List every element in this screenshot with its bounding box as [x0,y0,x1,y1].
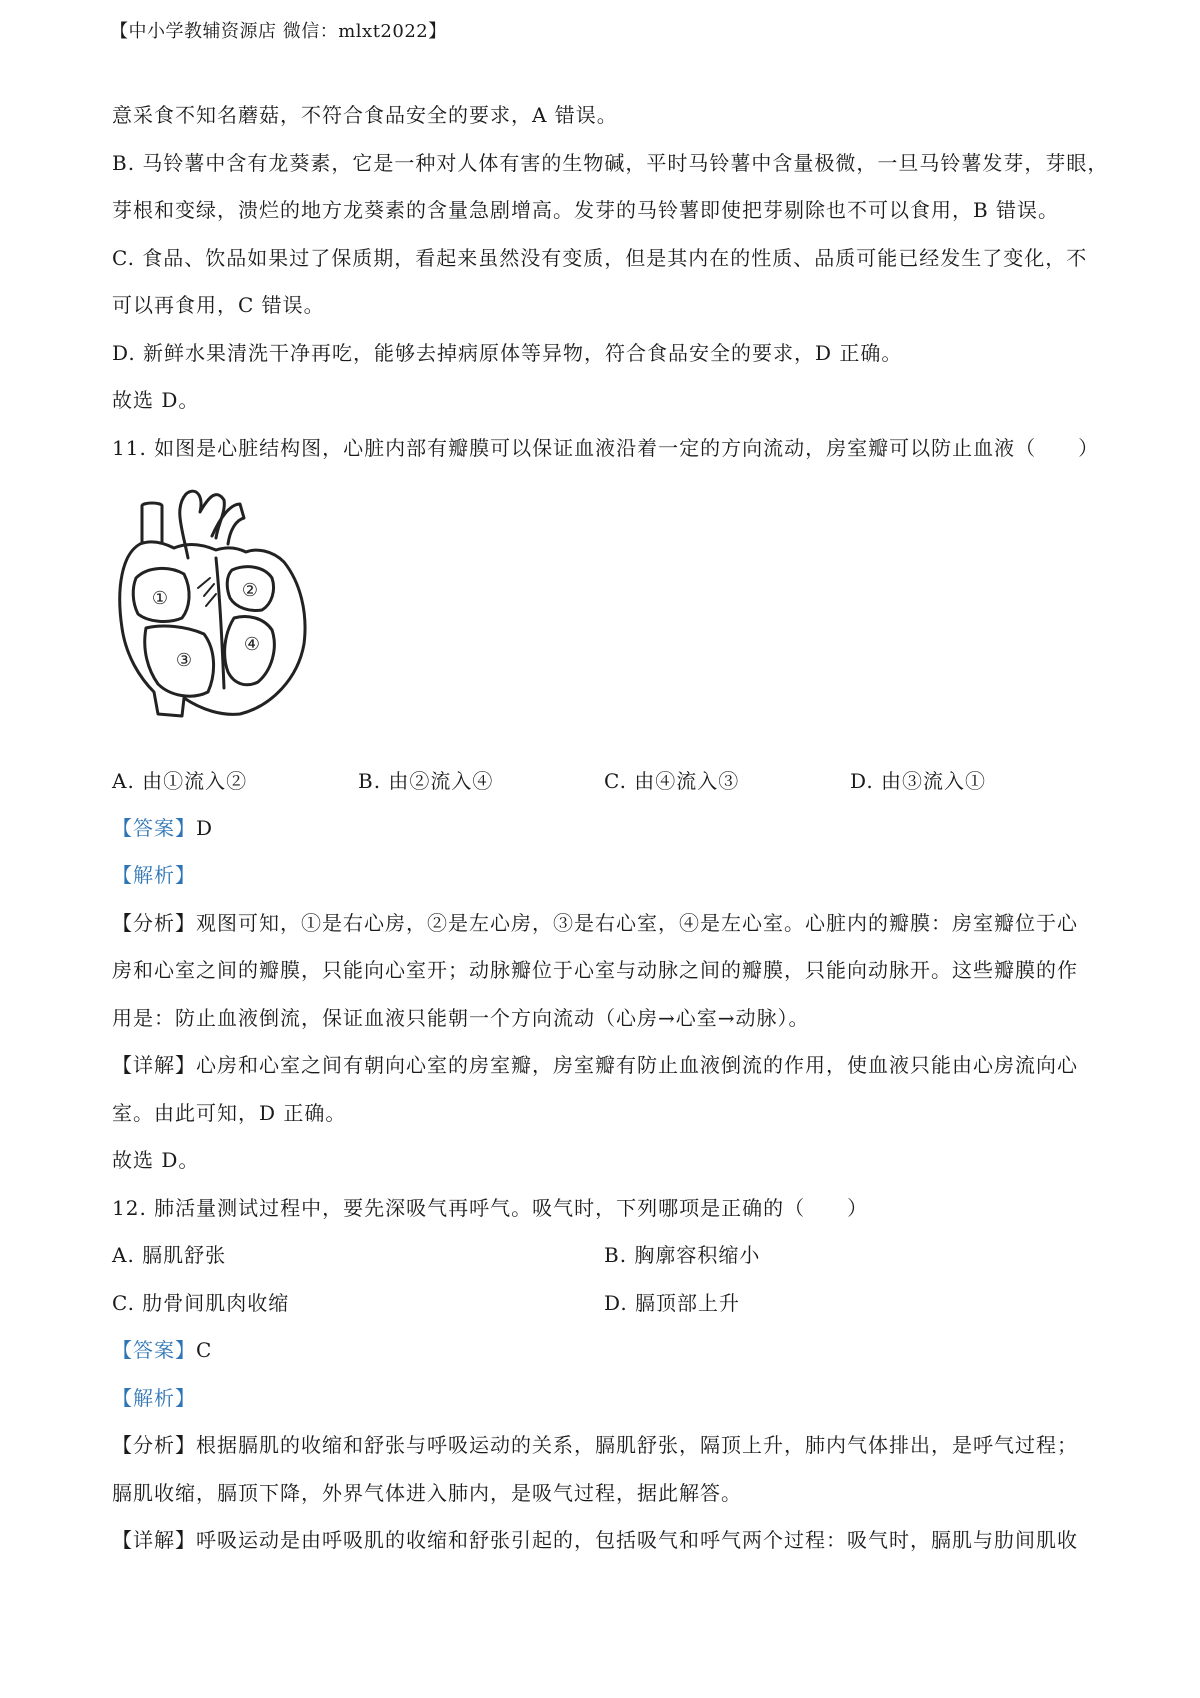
q11-option-a: A. 由①流入② [112,769,248,793]
q11-xiangjie-line: 室。由此可知，D 正确。 [112,1101,347,1125]
page-header: 【中小学教辅资源店 微信：mlxt2022】 [110,21,447,42]
analysis-tag: 【解析】 [112,1386,196,1410]
fenxi-text: 观图可知，①是右心房，②是左心房，③是右心室，④是左心室。心脏内的瓣膜：房室瓣位于心 [196,911,1078,935]
q11-xiangjie-line [112,1051,1078,1079]
q10-conclusion: 故选 D。 [112,388,200,412]
q12-fenxi-line: 膈肌收缩，膈顶下降，外界气体进入肺内，是吸气过程，据此解答。 [112,1481,742,1505]
analysis-tag: 【解析】 [112,863,196,887]
q12-fenxi-line [112,1431,1078,1459]
q10-text-line: D. 新鲜水果清洗干净再吃，能够去掉病原体等异物，符合食品安全的要求，D 正确。 [112,341,903,365]
q12-stem: 12. 肺活量测试过程中，要先深吸气再呼气。吸气时，下列哪项是正确的（ ） [112,1196,869,1220]
fenxi-tag: 【分析】 [112,911,196,935]
fenxi-text: 根据膈肌的收缩和舒张与呼吸运动的关系，膈肌舒张，隔顶上升，肺内气体排出，是呼气过程； [196,1433,1078,1457]
answer-value: D [196,816,214,840]
xiangjie-text: 呼吸运动是由呼吸肌的收缩和舒张引起的，包括吸气和呼气两个过程：吸气时，膈肌与肋间肌收 [196,1528,1078,1552]
xiangjie-text: 心房和心室之间有朝向心室的房室瓣，房室瓣有防止血液倒流的作用，使血液只能由心房流向心 [196,1053,1078,1077]
q11-analysis-heading [112,861,196,889]
fenxi-tag: 【分析】 [112,1433,196,1457]
q10-text-line: B. 马铃薯中含有龙葵素，它是一种对人体有害的生物碱，平时马铃薯中含量极微，一旦马铃薯发芽，芽眼， [112,151,1109,175]
xiangjie-tag: 【详解】 [112,1053,196,1077]
q10-text-line: 意采食不知名蘑菇，不符合食品安全的要求，A 错误。 [112,103,618,127]
q11-option-c: C. 由④流入③ [604,769,740,793]
answer-value: C [196,1338,213,1362]
chamber-label-1: ① [151,588,169,609]
q12-analysis-heading [112,1384,196,1412]
answer-tag: 【答案】 [112,1338,196,1362]
q11-stem: 11. 如图是心脏结构图，心脏内部有瓣膜可以保证血液沿着一定的方向流动，房室瓣可以防止血液（ ） [112,436,1100,460]
q10-text-line: 芽根和变绿，溃烂的地方龙葵素的含量急剧增高。发芽的马铃薯即使把芽剔除也不可以食用，B 错误。 [112,198,1060,222]
answer-tag: 【答案】 [112,816,196,840]
q12-option-a: A. 膈肌舒张 [112,1243,227,1267]
q11-fenxi-line: 用是：防止血液倒流，保证血液只能朝一个方向流动（心房→心室→动脉）。 [112,1006,810,1030]
q11-fenxi-line [112,909,1078,937]
q10-text-line: 可以再食用，C 错误。 [112,293,325,317]
q12-option-d: D. 膈顶部上升 [604,1291,741,1315]
chamber-label-3: ③ [175,650,193,671]
q11-answer [112,814,213,842]
chamber-label-2: ② [241,580,259,601]
q11-conclusion: 故选 D。 [112,1148,200,1172]
q12-xiangjie-line [112,1526,1078,1554]
heart-structure-diagram [112,478,310,732]
q12-option-b: B. 胸廓容积缩小 [604,1243,761,1267]
chamber-label-4: ④ [243,634,261,655]
q11-option-d: D. 由③流入① [850,769,987,793]
q11-option-b: B. 由②流入④ [358,769,494,793]
q12-answer [112,1336,212,1364]
q12-option-c: C. 肋骨间肌肉收缩 [112,1291,290,1315]
q10-text-line: C. 食品、饮品如果过了保质期，看起来虽然没有变质，但是其内在的性质、品质可能已经发生了变化，不 [112,246,1088,270]
xiangjie-tag: 【详解】 [112,1528,196,1552]
q11-fenxi-line: 房和心室之间的瓣膜，只能向心室开；动脉瓣位于心室与动脉之间的瓣膜，只能向动脉开。这些瓣膜的作 [112,958,1078,982]
